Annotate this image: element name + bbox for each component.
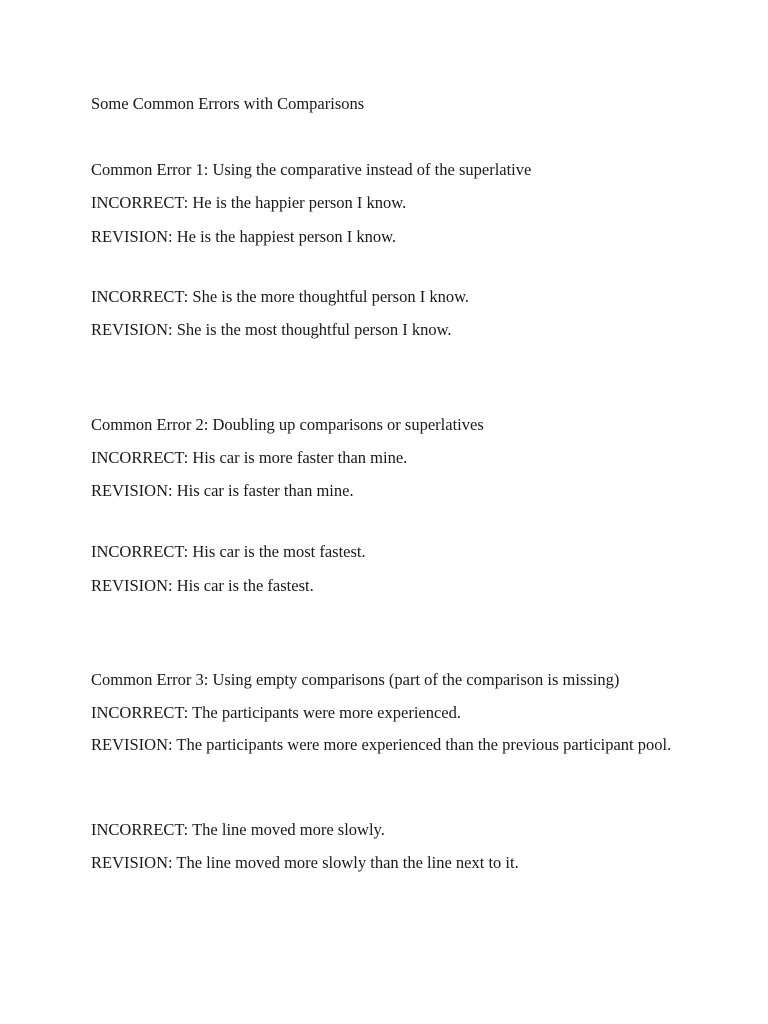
example-incorrect-1a: INCORRECT: He is the happier person I know. — [91, 193, 407, 212]
example-revision-3b: REVISION: The line moved more slowly than the line next to it. — [91, 853, 519, 872]
section-heading-1: Common Error 1: Using the comparative instead of the superlative — [91, 160, 532, 179]
document-title: Some Common Errors with Comparisons — [91, 94, 365, 113]
section-heading-2: Common Error 2: Doubling up comparisons or superlatives — [91, 415, 484, 434]
example-revision-2b: REVISION: His car is the fastest. — [91, 576, 314, 595]
example-incorrect-1b: INCORRECT: She is the more thoughtful person I know. — [91, 287, 470, 306]
example-incorrect-3b: INCORRECT: The line moved more slowly. — [91, 820, 385, 839]
example-revision-2a: REVISION: His car is faster than mine. — [91, 481, 354, 500]
example-revision-1a: REVISION: He is the happiest person I know. — [91, 227, 397, 246]
example-incorrect-2b: INCORRECT: His car is the most fastest. — [91, 542, 366, 561]
example-incorrect-2a: INCORRECT: His car is more faster than mine. — [91, 448, 408, 467]
example-incorrect-3a: INCORRECT: The participants were more experienced. — [91, 703, 462, 722]
example-revision-1b: REVISION: She is the most thoughtful person I know. — [91, 320, 452, 339]
example-revision-3a: REVISION: The participants were more experienced than the previous participant pool. — [91, 735, 672, 754]
section-heading-3: Common Error 3: Using empty comparisons (part of the comparison is missing) — [91, 670, 620, 689]
